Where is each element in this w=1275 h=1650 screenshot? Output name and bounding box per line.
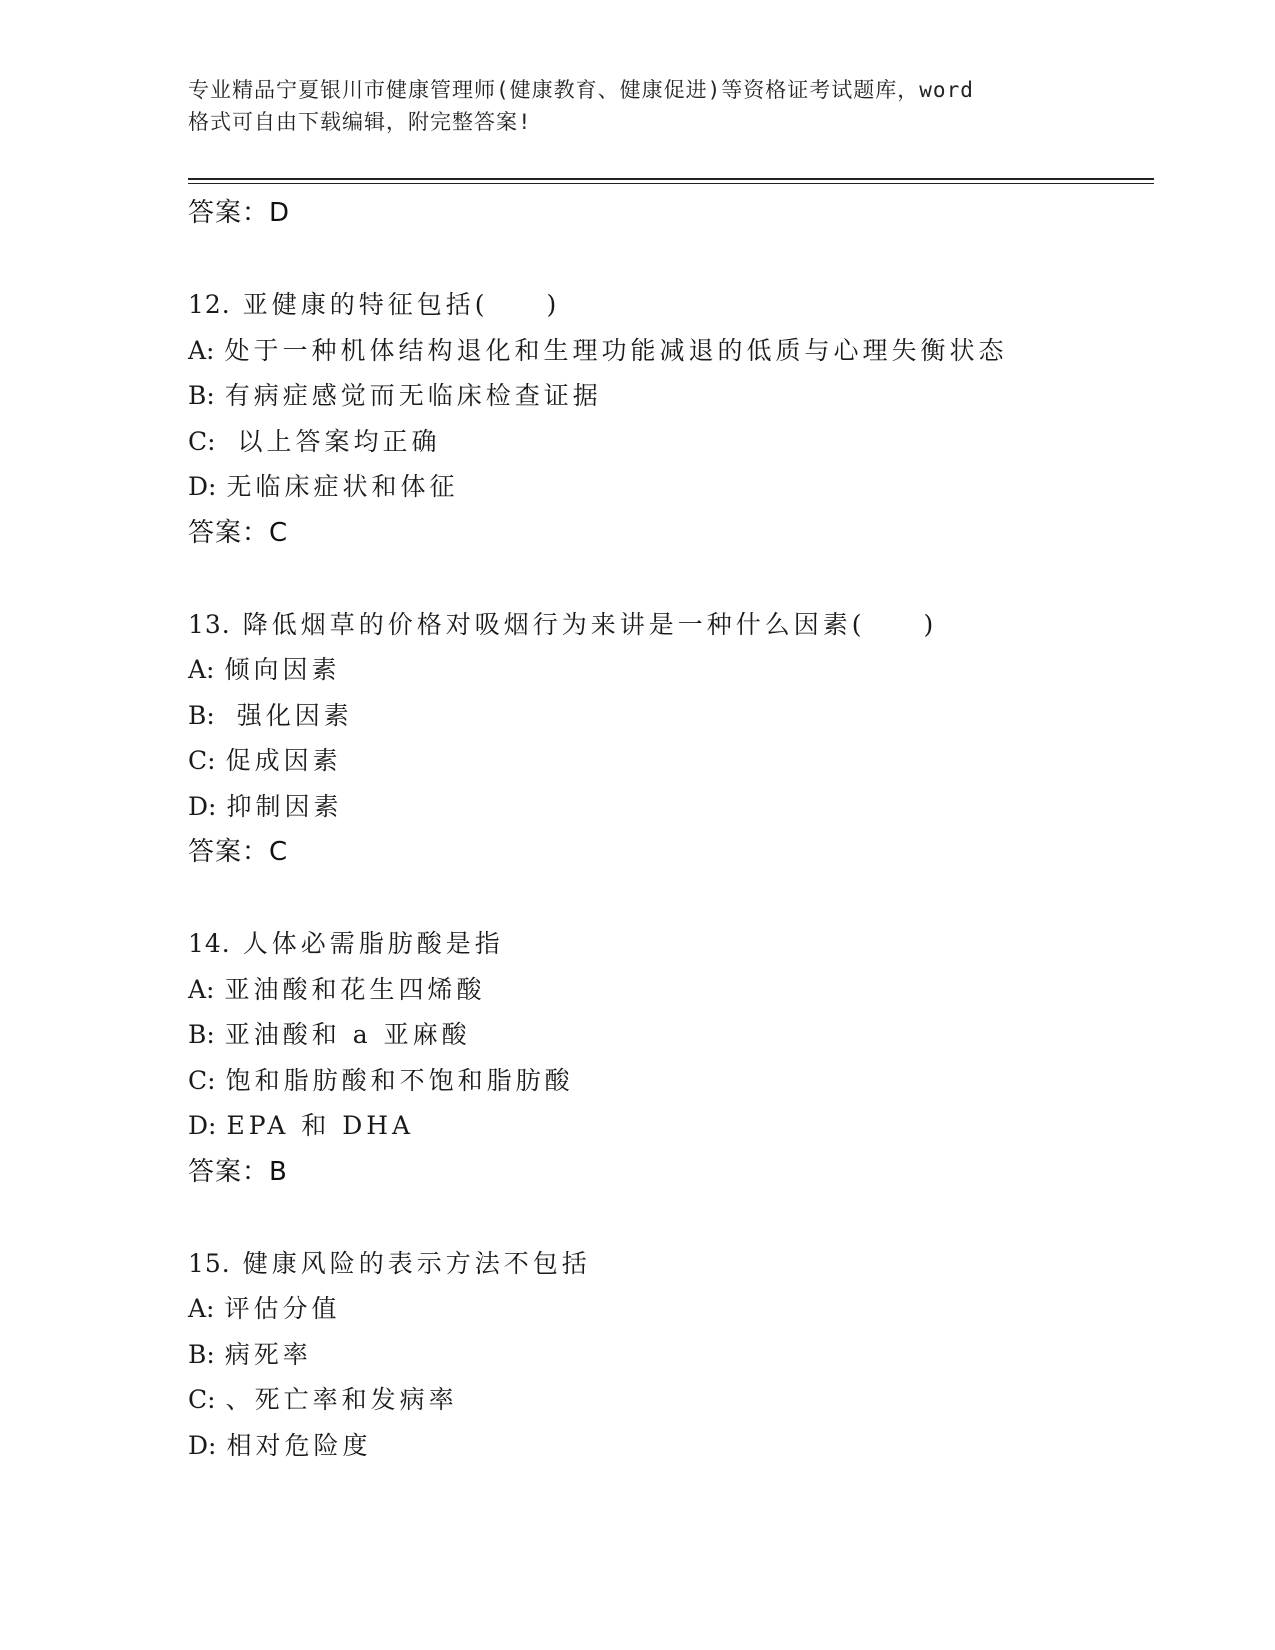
option-text: 无临床症状和体征 [226,472,459,501]
option-b [188,373,1154,419]
option-key: A: [188,1294,215,1323]
question-number: 15. [188,1248,231,1278]
option-c [188,419,1154,465]
option-text: 处于一种机体结构退化和生理功能减退的低质与心理失衡状态 [224,335,1008,365]
option-d [188,1103,1154,1149]
option-text: 饱和脂肪酸和不饱和脂肪酸 [225,1065,574,1095]
option-d [188,464,1154,510]
question-text: 人体必需脂肪酸是指 [242,929,504,958]
option-key: A: [188,974,215,1004]
question-stem [188,282,1154,328]
answer-line: 答案：D [188,198,291,228]
header-line-1: 专业精品宁夏银川市健康管理师(健康教育、健康促进)等资格证考试题库，word [188,78,974,102]
option-b [188,693,1154,739]
header-rule-thin [188,183,1154,184]
question-text: 健康风险的表示方法不包括 [242,1248,591,1278]
option-b [188,1012,1154,1058]
option-a [188,967,1154,1013]
question-stem [188,602,1154,648]
answer-line: 答案：C [188,517,289,548]
option-text: 强化因素 [224,700,353,730]
option-d [188,784,1154,830]
option-text: 病死率 [224,1339,312,1369]
option-key: B: [188,1020,215,1049]
question-14 [188,921,1154,1195]
option-a [188,328,1154,374]
option-key: A: [188,335,215,365]
option-c [188,1058,1154,1104]
option-text: 评估分值 [224,1294,341,1323]
option-text: 亚油酸和花生四烯酸 [224,974,486,1004]
question-number: 12. [188,290,231,319]
question-12 [188,282,1154,556]
option-d [188,1423,1154,1469]
option-a [188,647,1154,693]
option-key: C: [188,746,216,775]
question-number: 14. [188,929,231,958]
option-key: B: [188,700,215,730]
option-text: 抑制因素 [226,791,343,821]
document-body [188,190,1154,1468]
option-key: C: [188,1385,216,1414]
question-text: 降低烟草的价格对吸烟行为来讲是一种什么因素( ) [242,609,938,639]
question-13 [188,602,1154,876]
option-text: 、死亡率和发病率 [225,1385,458,1414]
option-c [188,1377,1154,1423]
page-header [188,74,1068,138]
question-number: 13. [188,609,231,639]
header-line-2: 格式可自由下载编辑，附完整答案! [188,110,532,134]
option-c [188,738,1154,784]
option-key: B: [188,1339,215,1369]
option-key: D: [188,1430,217,1460]
question-stem [188,921,1154,967]
option-key: D: [188,1111,217,1140]
option-key: A: [188,655,215,684]
question-15 [188,1241,1154,1469]
option-text: 有病症感觉而无临床检查证据 [224,381,602,410]
answer-line: 答案：B [188,1156,288,1187]
option-key: D: [188,472,217,501]
question-text: 亚健康的特征包括( ) [242,290,561,319]
header-rule-thick [188,178,1154,180]
question-stem [188,1241,1154,1287]
option-text: EPA 和 DHA [226,1111,415,1140]
option-text: 倾向因素 [224,655,341,684]
option-key: C: [188,1065,216,1095]
option-key: C: [188,426,216,456]
option-text: 以上答案均正确 [225,426,441,456]
option-text: 亚油酸和 a 亚麻酸 [224,1020,471,1049]
option-key: B: [188,381,215,410]
option-key: D: [188,791,217,821]
option-text: 促成因素 [225,746,342,775]
option-text: 相对危险度 [226,1430,372,1460]
answer-line: 答案：C [188,837,289,867]
option-a [188,1286,1154,1332]
option-b [188,1332,1154,1378]
